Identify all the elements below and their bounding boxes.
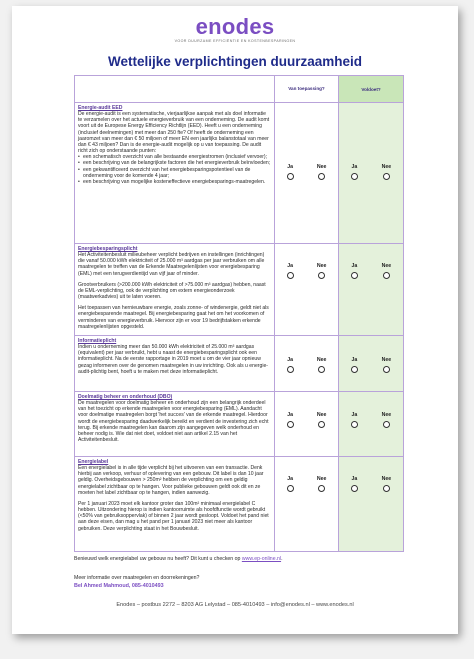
section-title: Informatieplicht xyxy=(78,338,117,344)
radio-nee-voldoet[interactable] xyxy=(383,272,390,279)
voldoet-cell xyxy=(339,392,404,457)
enodes-logo xyxy=(12,16,458,43)
section-description xyxy=(75,336,275,392)
option-ja: Ja xyxy=(287,263,294,279)
table-row xyxy=(75,336,404,392)
radio-ja-voldoet[interactable] xyxy=(351,272,358,279)
option-nee: Nee xyxy=(317,263,327,279)
option-nee: Nee xyxy=(317,357,327,373)
section-title: Doelmatig beheer en onderhoud (DBO) xyxy=(78,394,173,400)
section-description xyxy=(75,244,275,336)
section-description xyxy=(75,457,275,552)
radio-ja-voldoet[interactable] xyxy=(351,485,358,492)
table-row xyxy=(75,103,404,244)
option-ja: Ja xyxy=(351,412,358,428)
radio-nee-toepassing[interactable] xyxy=(318,485,325,492)
option-nee: Nee xyxy=(317,412,327,428)
radio-nee-voldoet[interactable] xyxy=(383,485,390,492)
option-nee: Nee xyxy=(382,263,392,279)
option-nee: Nee xyxy=(317,476,327,492)
address-footer: Enodes – postbus 2272 – 8203 AG Lelystad – 085-4010493 – info@enodes.nl – www.enodes.nl xyxy=(116,602,354,608)
voldoet-cell xyxy=(339,457,404,552)
radio-ja-voldoet[interactable] xyxy=(351,421,358,428)
logo-tagline: VOOR DUURZAME EFFICIËNTIE EN KOSTENBESPARINGEN xyxy=(174,39,296,43)
table-row xyxy=(75,392,404,457)
option-nee: Nee xyxy=(382,164,392,180)
radio-ja-toepassing[interactable] xyxy=(287,421,294,428)
logo-wordmark: enodes xyxy=(195,14,275,39)
list-item: • een schematisch overzicht van alle bestaande energiestromen (inclusief vervoer); xyxy=(78,154,271,160)
toepassing-cell xyxy=(275,392,339,457)
section-paragraph: Een energielabel is in alle tijde verplicht bij het uitvoeren van een transactie. Denk hierbij aan verkoop, verhuur of oplevering van een gebouw. Dit label is dan 10 jaar geldig. Overheidsgebouwen > 250m² hebben de verplichting om een geldig energielabel zichtbaar op te hangen. Voor publieke gebouwen geldt ook dit en ze moeten het label zichtbaar op te hangen, indien aanwezig. xyxy=(78,465,264,496)
option-ja: Ja xyxy=(351,263,358,279)
option-nee: Nee xyxy=(382,357,392,373)
section-paragraph: Grootverbruikers (>200.000 kWh elektriciteit of >75.000 m³ aardgas) hebben, naast de EML-verplichting, ook de verplichting om extern energieonderzoek (maatwerkadvies) uit te laten voeren. xyxy=(78,281,266,301)
radio-ja-toepassing[interactable] xyxy=(287,272,294,279)
label-check-text: Benieuwd welk energielabel uw gebouw nu heeft? Dit kunt u checken op www.ep-online.nl. xyxy=(74,556,283,562)
option-ja: Ja xyxy=(351,476,358,492)
page-title: Wettelijke verplichtingen duurzaamheid xyxy=(107,54,363,69)
more-info-text: Meer informatie over maatregelen en doorrekeningen? xyxy=(74,575,200,581)
section-paragraph: Indien u onderneming meer dan 50.000 kWh elektriciteit of 25.000 m³ aardgas (equivalent) per jaar verbruikt, hebt u naast de energiebesparingsplicht ook een informatieplicht. Na de eerste rapportage in 2019 moet u om de vier jaar opnieuw gezag informeren over de genomen maatregelen in uw inrichting. Ook als u energie-audit-plichtig bent, hoeft u te maken met deze informatieplicht. xyxy=(78,344,268,375)
section-title: Energielabel xyxy=(78,459,109,465)
voldoet-cell xyxy=(339,336,404,392)
section-title: Energie-audit EED xyxy=(78,105,123,111)
header-van-toepassing: Van toepassing? xyxy=(275,76,339,103)
section-description xyxy=(75,103,275,244)
radio-ja-toepassing[interactable] xyxy=(287,485,294,492)
option-ja: Ja xyxy=(351,357,358,373)
table-row xyxy=(75,457,404,552)
section-title: Energiebesparingsplicht xyxy=(78,246,138,252)
radio-nee-voldoet[interactable] xyxy=(383,366,390,373)
option-nee: Nee xyxy=(382,412,392,428)
radio-nee-toepassing[interactable] xyxy=(318,421,325,428)
obligations-table xyxy=(74,75,404,552)
section-paragraph: De energie-audit is een systematische, vierjaarlijkse aanpak met als doel informatie te verzamelen over het actuele energieverbruik van een onderneming. De audit komt voort uit de Europese Energy Efficiency Richtlijn (EED). Heeft u een onderneming (inclusief deelnemingen) met meer dan 250 fte? Of heeft de onderneming een jaaromzet van meer dan € 50 miljoen of meer EN een jaarlijks balanstotaal van meer dan € 43 miljoen? Dan is de energie-audit mogelijk op u van toepassing. De audit richt zich op onderstaande punten: xyxy=(78,111,270,155)
radio-nee-toepassing[interactable] xyxy=(318,272,325,279)
document-page xyxy=(12,6,458,634)
voldoet-cell xyxy=(339,244,404,336)
radio-ja-voldoet[interactable] xyxy=(351,173,358,180)
header-voldoet: Voldoet? xyxy=(339,76,404,103)
toepassing-cell xyxy=(275,103,339,244)
option-ja: Ja xyxy=(287,476,294,492)
radio-ja-toepassing[interactable] xyxy=(287,173,294,180)
header-blank xyxy=(75,76,275,103)
list-item: • een gekwantificeerd overzicht van het energiebesparingspotentieel van de onderneming voor de komende 4 jaar; xyxy=(78,167,271,179)
list-item: • een beschrijving van mogelijke kosteneffectieve energiebesparings-maatregelen. xyxy=(78,179,271,185)
toepassing-cell xyxy=(275,244,339,336)
section-bullets xyxy=(78,154,271,185)
list-item: • een beschrijving van de belangrijkste factoren die het energieverbruik beïnvloeden; xyxy=(78,160,271,166)
radio-nee-toepassing[interactable] xyxy=(318,366,325,373)
section-paragraph: De maatregelen voor doelmatig beheer en onderhoud zijn een belangrijk onderdeel van het toezicht op erkende maatregelen voor energiebesparing (EML). Aandacht voor doelmatige maatregelen borgt 'het succes' van de erkende maatregel. Hierdoor wordt de energiebesparing daadwerkelijk bereikt en verdient de investering zich echt terug. Bij erkende maatregelen kan daarom zijn aangegeven welk onderhoud en beheer nodig is. Wie dat niet doet, voldoet niet aan artikel 2.15 van het Activiteitenbesluit. xyxy=(78,400,269,444)
section-paragraph: Het toepassen van hernieuwbare energie, zoals zonne- of windenergie, geldt niet als energiebesparende maatregel. Bij energiebesparing gaat het om het voorkomen of verminderen van energieverbruik. Hiervoor zijn er voor 19 bedrijfstakken erkende maatregelenlijsten opgesteld. xyxy=(78,305,269,330)
toepassing-cell xyxy=(275,457,339,552)
ep-online-link[interactable]: www.ep-online.nl xyxy=(241,556,282,562)
option-nee: Nee xyxy=(317,164,327,180)
table-row xyxy=(75,244,404,336)
radio-nee-voldoet[interactable] xyxy=(383,173,390,180)
option-ja: Ja xyxy=(351,164,358,180)
table-header-row xyxy=(75,76,404,103)
voldoet-cell xyxy=(339,103,404,244)
section-paragraph: Het Activiteitenbesluit milieubeheer verplicht bedrijven en instellingen (inrichtingen) die vanaf 50.000 kWh elektriciteit of 25.000 m³ aardgas per jaar verbruiken om alle maatregelen te treffen van de Erkende Maatregelenlijsten voor energiebesparing (EML) met een terugverdientijd van vijf jaar of minder. xyxy=(78,252,265,277)
toepassing-cell xyxy=(275,336,339,392)
option-ja: Ja xyxy=(287,412,294,428)
radio-nee-toepassing[interactable] xyxy=(318,173,325,180)
radio-nee-voldoet[interactable] xyxy=(383,421,390,428)
option-ja: Ja xyxy=(287,164,294,180)
radio-ja-toepassing[interactable] xyxy=(287,366,294,373)
radio-ja-voldoet[interactable] xyxy=(351,366,358,373)
section-description xyxy=(75,392,275,457)
option-ja: Ja xyxy=(287,357,294,373)
option-nee: Nee xyxy=(382,476,392,492)
contact-line: Bel Ahmed Mahmoud, 085-4010493 xyxy=(74,583,164,589)
section-paragraph: Per 1 januari 2023 moet elk kantoor groter dan 100m² minimaal energielabel C hebben. Uitzondering hierop is indien kantoorruimte als hoofdfunctie wordt gebruikt (<50% van gebruiksoppervlak) of binnen 2 jaar wordt gesloopt. Voldoet het pand niet aan deze eisen, dan mag u het pand per 1 januari 2023 niet meer als kantoor gebruiken. Deze verplichting staat in het Bouwbesluit. xyxy=(78,500,269,532)
